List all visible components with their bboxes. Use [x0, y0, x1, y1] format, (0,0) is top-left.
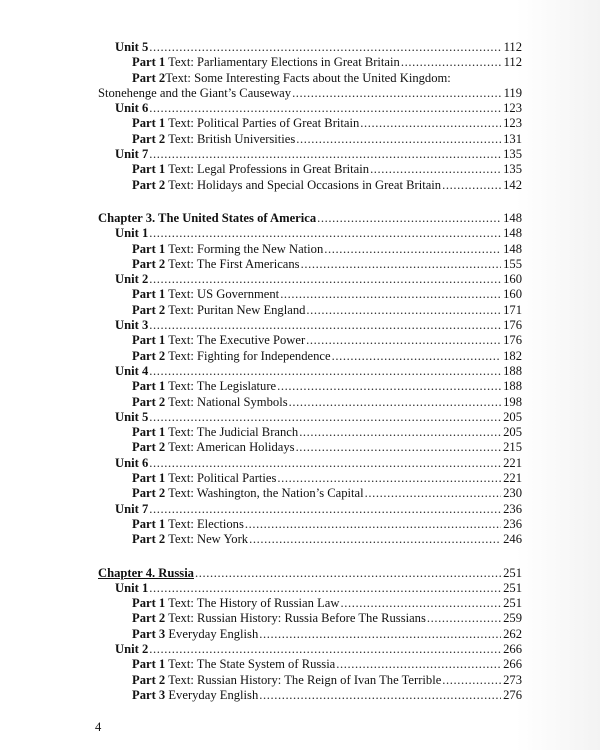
- entry-page: 273: [503, 672, 522, 687]
- part-text: Text: Political Parties of Great Britain: [165, 116, 360, 131]
- unit-entry: [98, 364, 522, 379]
- part-text: Text: British Universities: [165, 131, 296, 146]
- entry-label: [132, 55, 400, 70]
- part-entry: [98, 517, 522, 532]
- entry-label: [132, 395, 288, 410]
- part-label: Part 2: [132, 440, 166, 455]
- entry-page: 251: [503, 565, 522, 580]
- part-label: Part 1: [132, 516, 166, 531]
- part-entry: [98, 379, 522, 394]
- entry-page: 236: [503, 501, 522, 516]
- dot-leader: [149, 642, 501, 657]
- part-text: Text: The History of Russian Law: [165, 596, 340, 611]
- entry-page: 198: [503, 394, 522, 409]
- dot-leader: [277, 471, 501, 486]
- entry-page: 246: [503, 532, 522, 547]
- part-text: Text: The First Americans: [165, 256, 300, 271]
- part-text: Text: Political Parties: [165, 471, 277, 486]
- part-text: Text: National Symbols: [165, 394, 288, 409]
- entry-label: [132, 596, 339, 611]
- part-label: Part 2: [132, 256, 166, 271]
- dot-leader: [401, 55, 501, 70]
- part-text: Text: The State System of Russia: [165, 657, 336, 672]
- part-entry-line1: [98, 71, 522, 86]
- part-label: Part 2: [132, 70, 166, 85]
- dot-leader: [149, 364, 501, 379]
- part-entry: [98, 395, 522, 410]
- dot-leader: [306, 333, 501, 348]
- part-text: Text: Fighting for Independence: [165, 348, 331, 363]
- unit-entry: [98, 226, 522, 241]
- chapter-title: Chapter 3. The United States of America: [98, 210, 317, 225]
- part-text: Text: New York: [165, 532, 249, 547]
- part-entry: [98, 257, 522, 272]
- entry-page: 188: [503, 379, 522, 394]
- entry-label: [132, 242, 323, 257]
- entry-label: [132, 303, 305, 318]
- entry-page: 266: [503, 657, 522, 672]
- entry-page: 221: [503, 455, 522, 470]
- entry-page: 123: [503, 116, 522, 131]
- dot-leader: [296, 440, 501, 455]
- entry-page: 259: [503, 611, 522, 626]
- entry-label: [115, 226, 148, 241]
- unit-title: Unit 6: [115, 455, 149, 470]
- entry-page: 112: [503, 40, 522, 54]
- part-label: Part 2: [132, 611, 166, 626]
- entry-label: [98, 86, 291, 101]
- entry-label: [132, 287, 279, 302]
- dot-leader: [277, 379, 501, 394]
- part-entry: [98, 349, 522, 364]
- part-text: Text: Forming the New Nation: [165, 241, 324, 256]
- entry-page: 182: [503, 348, 522, 363]
- dot-leader: [259, 688, 501, 703]
- entry-label: [132, 349, 331, 364]
- part-label: Part 2: [132, 131, 166, 146]
- entry-page: 171: [503, 302, 522, 317]
- part-label: Part 1: [132, 162, 166, 177]
- entry-page: 160: [503, 272, 522, 287]
- entry-page: 176: [503, 318, 522, 333]
- entry-label: [115, 456, 148, 471]
- part-entry: [98, 116, 522, 131]
- unit-entry: [98, 410, 522, 425]
- unit-title: Unit 7: [115, 147, 149, 162]
- dot-leader: [195, 566, 501, 581]
- dot-leader: [442, 673, 501, 688]
- part-entry: [98, 162, 522, 177]
- dot-leader: [149, 101, 501, 116]
- dot-leader: [306, 303, 501, 318]
- part-text: Text: Some Interesting Facts about the United Kingdom:: [165, 70, 451, 85]
- entry-label: [132, 627, 258, 642]
- entry-label: [132, 440, 295, 455]
- part-entry: [98, 333, 522, 348]
- part-entry: [98, 178, 522, 193]
- unit-entry: [98, 642, 522, 657]
- entry-label: [132, 333, 305, 348]
- entry-page: 131: [503, 131, 522, 146]
- entry-page: 160: [503, 287, 522, 302]
- dot-leader: [317, 211, 501, 226]
- unit-title: Unit 2: [115, 272, 149, 287]
- part-label: Part 1: [132, 379, 166, 394]
- entry-label: [115, 101, 148, 116]
- dot-leader: [249, 532, 501, 547]
- entry-label: [132, 532, 248, 547]
- part-entry: [98, 425, 522, 440]
- unit-title: Unit 7: [115, 501, 149, 516]
- unit-title: Unit 4: [115, 363, 149, 378]
- part-label: Part 1: [132, 596, 166, 611]
- unit-entry: [98, 318, 522, 333]
- part-text: Text: The Judicial Branch: [165, 425, 299, 440]
- unit-title: Unit 1: [115, 580, 149, 595]
- entry-label: [132, 178, 441, 193]
- part-label: Part 2: [132, 302, 166, 317]
- part-label: Part 1: [132, 425, 166, 440]
- chapter-title: Chapter 4. Russia: [98, 565, 194, 580]
- part-label: Part 2: [132, 672, 166, 687]
- dot-leader: [149, 147, 501, 162]
- entry-page: 112: [503, 55, 522, 70]
- part-text: Everyday English: [165, 626, 259, 641]
- entry-label: [115, 581, 148, 596]
- entry-label: [115, 272, 148, 287]
- dot-leader: [299, 425, 501, 440]
- part-label: Part 1: [132, 657, 166, 672]
- part-label: Part 2: [132, 348, 166, 363]
- part-entry: [98, 55, 522, 70]
- part-text: Everyday English: [165, 687, 259, 702]
- entry-page: 215: [503, 440, 522, 455]
- part-entry: [98, 132, 522, 147]
- dot-leader: [442, 178, 501, 193]
- entry-page: 155: [503, 256, 522, 271]
- entry-label: [132, 673, 441, 688]
- entry-label: [132, 162, 369, 177]
- entry-page: 142: [503, 177, 522, 192]
- entry-page: 251: [503, 596, 522, 611]
- part-label: Part 1: [132, 241, 166, 256]
- unit-entry: [98, 272, 522, 287]
- entry-label: [98, 566, 194, 581]
- part-entry: [98, 688, 522, 703]
- dot-leader: [245, 517, 501, 532]
- part-label: Part 3: [132, 626, 166, 641]
- entry-label: [132, 379, 276, 394]
- dot-leader: [149, 581, 501, 596]
- entry-page: 276: [503, 687, 522, 702]
- dot-leader: [149, 40, 501, 55]
- part-text: Text: Legal Professions in Great Britain: [165, 162, 370, 177]
- part-entry: [98, 486, 522, 501]
- dot-leader: [340, 596, 501, 611]
- part-text: Text: Washington, the Nation’s Capital: [165, 486, 364, 501]
- unit-title: Unit 5: [115, 40, 149, 54]
- entry-page: 135: [503, 147, 522, 162]
- entry-label: [132, 425, 298, 440]
- entry-label: [115, 502, 148, 517]
- part-label: Part 2: [132, 486, 166, 501]
- entry-page: 148: [503, 241, 522, 256]
- table-of-contents: [98, 40, 522, 703]
- part-text: Text: The Executive Power: [165, 333, 306, 348]
- dot-leader: [292, 86, 501, 101]
- part-label: Part 1: [132, 333, 166, 348]
- entry-label: [132, 116, 359, 131]
- dot-leader: [149, 410, 501, 425]
- part-text: Text: Holidays and Special Occasions in Great Britain: [165, 177, 442, 192]
- entry-label: [115, 364, 148, 379]
- entry-page: 148: [503, 226, 522, 241]
- entry-label: [115, 318, 148, 333]
- entry-label: [98, 211, 316, 226]
- unit-entry: [98, 456, 522, 471]
- entry-label: [132, 688, 258, 703]
- part-text: Text: The Legislature: [165, 379, 277, 394]
- page-number: 4: [95, 720, 102, 734]
- part-label: Part 2: [132, 394, 166, 409]
- part-label: Part 2: [132, 177, 166, 192]
- part-label: Part 1: [132, 471, 166, 486]
- chapter-entry: [98, 566, 522, 581]
- unit-entry: [98, 581, 522, 596]
- entry-page: 266: [503, 641, 522, 656]
- part-label: Part 2: [132, 532, 166, 547]
- part-entry: [98, 303, 522, 318]
- dot-leader: [259, 627, 501, 642]
- part-text: Text: Puritan New England: [165, 302, 306, 317]
- entry-label: [132, 132, 295, 147]
- entry-page: 221: [503, 471, 522, 486]
- dot-leader: [149, 318, 501, 333]
- part-entry: [98, 657, 522, 672]
- dot-leader: [149, 226, 501, 241]
- part-label: Part 1: [132, 55, 166, 70]
- entry-label: [132, 257, 300, 272]
- part-text: Text: US Government: [165, 287, 280, 302]
- entry-page: 262: [503, 626, 522, 641]
- entry-page: 230: [503, 486, 522, 501]
- entry-page: 135: [503, 162, 522, 177]
- entry-label: [132, 471, 276, 486]
- entry-page: 251: [503, 580, 522, 595]
- unit-title: Unit 3: [115, 318, 149, 333]
- entry-label: [132, 486, 364, 501]
- unit-title: Unit 5: [115, 409, 149, 424]
- unit-entry: [98, 101, 522, 116]
- entry-page: 123: [503, 101, 522, 116]
- part-text: Text: Parliamentary Elections in Great Britain: [165, 55, 400, 70]
- entry-label: [132, 611, 426, 626]
- entry-page: 148: [503, 210, 522, 225]
- dot-leader: [296, 132, 501, 147]
- unit-entry: [98, 502, 522, 517]
- part-label: Part 1: [132, 287, 166, 302]
- dot-leader: [427, 611, 501, 626]
- dot-leader: [149, 456, 501, 471]
- part-label: Part 3: [132, 687, 166, 702]
- part-text: Text: Russian History: The Reign of Ivan The Terrible: [165, 672, 442, 687]
- part-text-continued: Stonehenge and the Giant’s Causeway: [98, 85, 292, 100]
- dot-leader: [280, 287, 501, 302]
- dot-leader: [289, 395, 501, 410]
- entry-page: 236: [503, 516, 522, 531]
- part-entry: [98, 611, 522, 626]
- part-entry: [98, 440, 522, 455]
- dot-leader: [336, 657, 501, 672]
- entry-page: 205: [503, 409, 522, 424]
- part-entry: [98, 287, 522, 302]
- part-entry: [98, 596, 522, 611]
- part-entry: [98, 471, 522, 486]
- part-label: Part 1: [132, 116, 166, 131]
- dot-leader: [324, 242, 501, 257]
- dot-leader: [370, 162, 501, 177]
- chapter-entry: [98, 211, 522, 226]
- dot-leader: [301, 257, 501, 272]
- entry-page: 205: [503, 425, 522, 440]
- dot-leader: [360, 116, 501, 131]
- entry-page: 188: [503, 363, 522, 378]
- part-entry-line2: [98, 86, 522, 101]
- unit-title: Unit 6: [115, 101, 149, 116]
- entry-label: [132, 657, 335, 672]
- section-gap: [98, 193, 522, 211]
- entry-page: 176: [503, 333, 522, 348]
- entry-label: [115, 40, 148, 55]
- unit-entry: [98, 40, 522, 55]
- entry-label: [115, 642, 148, 657]
- part-entry: [98, 673, 522, 688]
- entry-page: 119: [503, 85, 522, 100]
- unit-title: Unit 1: [115, 226, 149, 241]
- unit-entry: [98, 147, 522, 162]
- unit-title: Unit 2: [115, 641, 149, 656]
- part-text: Text: Elections: [165, 516, 244, 531]
- part-text: Text: American Holidays: [165, 440, 295, 455]
- dot-leader: [149, 502, 501, 517]
- dot-leader: [365, 486, 501, 501]
- part-text: Text: Russian History: Russia Before The Russians: [165, 611, 426, 626]
- dot-leader: [332, 349, 501, 364]
- entry-label: [132, 517, 244, 532]
- part-entry: [98, 242, 522, 257]
- entry-label: [115, 147, 148, 162]
- section-gap: [98, 548, 522, 566]
- dot-leader: [149, 272, 501, 287]
- entry-label: [115, 410, 148, 425]
- part-entry: [98, 627, 522, 642]
- part-entry: [98, 532, 522, 547]
